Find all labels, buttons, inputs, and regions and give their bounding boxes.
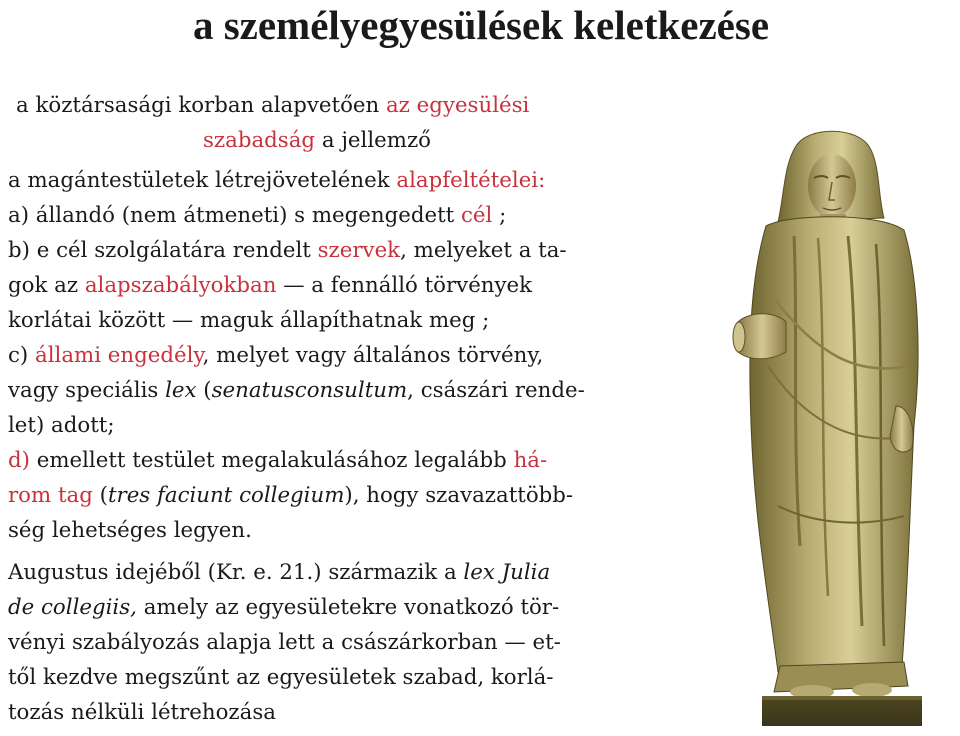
- text-segment: let) adott;: [8, 413, 115, 438]
- highlighted-term: alapszabályokban: [84, 273, 277, 298]
- text-line: [8, 443, 698, 478]
- text-segment: vényi szabályozás alapja lett a császárkorban — et-: [8, 630, 561, 655]
- latin-term: lex Julia: [463, 560, 551, 585]
- text-segment: korlátai között — maguk állapíthatnak meg ;: [8, 308, 490, 333]
- text-line: [8, 303, 698, 338]
- text-line: [8, 695, 698, 730]
- text-segment: b) e cél szolgálatára rendelt: [8, 238, 318, 263]
- text-line: [8, 338, 698, 373]
- text-segment: , melyet vagy általános törvény,: [202, 343, 544, 368]
- highlighted-term: szervek: [317, 238, 401, 263]
- text-segment: , melyeket a ta-: [400, 238, 567, 263]
- text-line: [8, 373, 698, 408]
- text-segment: amely az egyesületekre vonatkozó tör-: [136, 595, 560, 620]
- latin-term: lex: [165, 378, 197, 403]
- highlighted-term: szabadság: [203, 128, 316, 153]
- text-line: [8, 478, 698, 513]
- text-segment: , császári rende-: [407, 378, 585, 403]
- text-line: [8, 590, 698, 625]
- text-line: [8, 555, 698, 590]
- text-line: [8, 123, 698, 158]
- text-line: [8, 163, 698, 198]
- latin-term: de collegiis,: [8, 595, 137, 620]
- text-segment: a) állandó (nem átmeneti) s megengedett: [8, 203, 461, 228]
- body-text: [8, 88, 698, 730]
- text-line: [8, 198, 698, 233]
- text-segment: a jellemző: [315, 128, 431, 153]
- text-segment: tozás nélküli létrehozása: [8, 700, 276, 725]
- text-segment: (: [196, 378, 212, 403]
- highlighted-term: az egyesülési: [385, 93, 530, 118]
- text-line: [8, 660, 698, 695]
- text-line: [8, 88, 698, 123]
- text-segment: c): [8, 343, 36, 368]
- text-line: [8, 513, 698, 548]
- text-segment: vagy speciális: [8, 378, 166, 403]
- highlighted-term: há-: [513, 448, 548, 473]
- text-segment: ), hogy szavazattöbb-: [344, 483, 574, 508]
- text-segment: a köztársasági korban alapvetően: [16, 93, 386, 118]
- text-line: [8, 268, 698, 303]
- text-segment: től kezdve megszűnt az egyesületek szabad, korlá-: [8, 665, 554, 690]
- latin-term: tres faciunt collegium: [107, 483, 345, 508]
- latin-term: senatusconsultum: [211, 378, 408, 403]
- text-line: [8, 408, 698, 443]
- highlighted-term: rom tag: [8, 483, 93, 508]
- augustus-statue-image: [708, 126, 960, 736]
- text-segment: (: [92, 483, 108, 508]
- text-line: [8, 625, 698, 660]
- text-segment: emellett testület megalakulásához legalább: [29, 448, 514, 473]
- text-segment: gok az: [8, 273, 85, 298]
- text-segment: Augustus idejéből (Kr. e. 21.) származik a: [8, 560, 464, 585]
- highlighted-term: alapfeltételei:: [396, 168, 546, 193]
- highlighted-term: cél: [460, 203, 493, 228]
- slide-title: a személyegyesülések keletkezése: [192, 2, 770, 48]
- text-segment: ség lehetséges legyen.: [8, 518, 252, 543]
- text-segment: — a fennálló törvények: [276, 273, 533, 298]
- text-segment: a magántestületek létrejövetelének: [8, 168, 397, 193]
- text-line: [8, 233, 698, 268]
- statue-illustration: [708, 126, 960, 736]
- text-segment: ;: [492, 203, 507, 228]
- highlighted-term: d): [8, 448, 30, 473]
- highlighted-term: állami engedély: [35, 343, 203, 368]
